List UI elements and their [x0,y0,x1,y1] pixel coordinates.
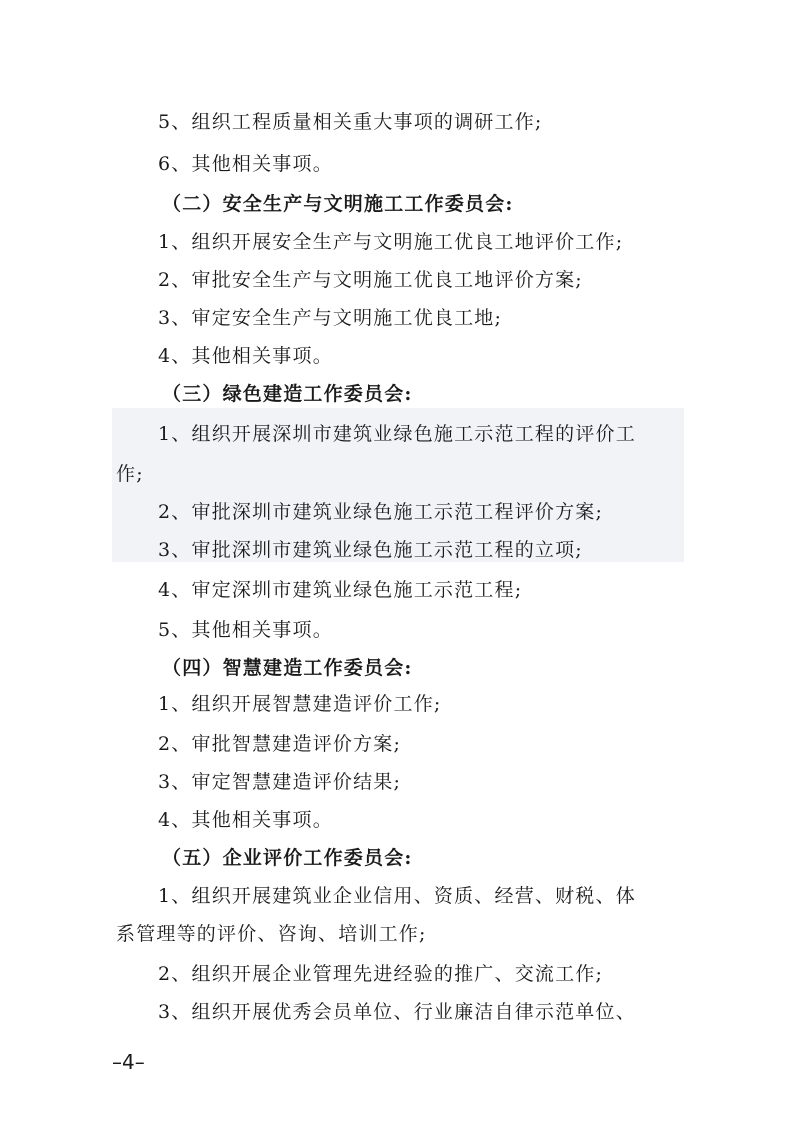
text-line: 1、组织开展建筑业企业信用、资质、经营、财税、体 [158,885,636,907]
section-heading: （五）企业评价工作委员会: [162,847,413,869]
text-line: 系管理等的评价、咨询、培训工作; [116,923,427,945]
text-line: 4、审定深圳市建筑业绿色施工示范工程; [158,579,523,601]
page-number: –4– [112,1050,145,1074]
text-line: 1、组织开展深圳市建筑业绿色施工示范工程的评价工 [158,423,636,445]
text-line: 5、组织工程质量相关重大事项的调研工作; [158,111,543,133]
text-line: 6、其他相关事项。 [158,153,333,175]
section-heading: （二）安全生产与文明施工工作委员会: [162,193,514,215]
text-line: 3、审批深圳市建筑业绿色施工示范工程的立项; [158,539,583,561]
text-line: 5、其他相关事项。 [158,619,333,641]
text-line: 1、组织开展安全生产与文明施工优良工地评价工作; [158,231,624,253]
section-heading: （四）智慧建造工作委员会: [162,657,413,679]
text-line: 3、组织开展优秀会员单位、行业廉洁自律示范单位、 [158,1001,636,1023]
text-line: 4、其他相关事项。 [158,809,333,831]
text-line: 4、其他相关事项。 [158,345,333,367]
text-line: 1、组织开展智慧建造评价工作; [158,693,442,715]
text-line: 3、审定安全生产与文明施工优良工地; [158,307,503,329]
text-line: 2、组织开展企业管理先进经验的推广、交流工作; [158,963,604,985]
text-line: 作; [116,463,144,485]
text-line: 2、审批安全生产与文明施工优良工地评价方案; [158,269,583,291]
text-line: 2、审批智慧建造评价方案; [158,733,402,755]
text-line: 2、审批深圳市建筑业绿色施工示范工程评价方案; [158,501,604,523]
text-line: 3、审定智慧建造评价结果; [158,771,402,793]
section-heading: （三）绿色建造工作委员会: [162,383,413,405]
